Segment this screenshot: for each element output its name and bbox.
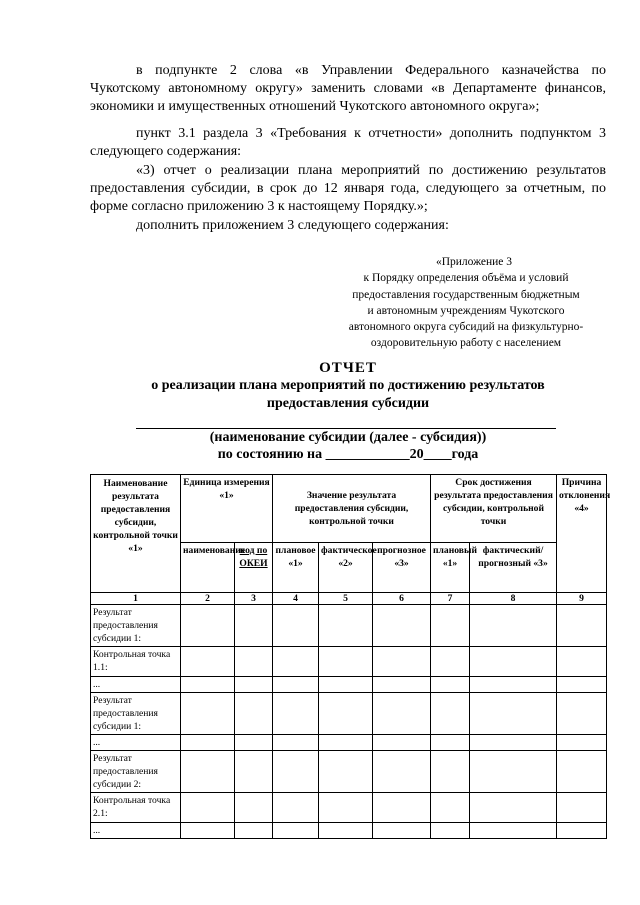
header-reason: Причина отклонения «4»: [557, 475, 607, 593]
report-subtitle-2: предоставления субсидии: [266, 396, 430, 411]
col-num: 9: [557, 593, 607, 605]
annex-line-2: к Порядку определения объёма и условий: [363, 272, 569, 285]
col-num: 8: [470, 593, 557, 605]
subsidy-name-line: [136, 428, 556, 429]
row-label: Результат предоставления субсидии 1:: [91, 605, 181, 647]
col-num: 3: [235, 593, 273, 605]
header-unit-name: наименование: [181, 543, 235, 593]
col-num: 1: [91, 593, 181, 605]
header-value: Значение результата предоставления субсидии, контрольной точки: [273, 475, 431, 543]
row-label: ...: [91, 823, 181, 839]
date-prefix: по состоянию на: [217, 447, 323, 462]
col-num: 5: [319, 593, 373, 605]
paragraph-3: «3) отчет о реализации плана мероприятий по достижению результатов предоставления субсидии, в срок до 12 января года, следующего за отчетным, по форме согласно приложению 3 к настоящему Порядку.»;: [90, 163, 606, 215]
report-table: [90, 474, 611, 839]
header-value-forecast: прогнозное «3»: [373, 543, 431, 593]
header-term: Срок достижения результата предоставления субсидии, контрольной точки: [431, 475, 557, 543]
annex-line-3: предоставления государственным бюджетным: [352, 288, 580, 301]
header-value-plan: плановое «1»: [273, 543, 319, 593]
header-term-plan: плановый «1»: [431, 543, 470, 593]
date-blank-1: ____________: [325, 447, 410, 462]
header-unit: Единица измерения «1»: [181, 475, 273, 543]
header-value-fact: фактическое «2»: [319, 543, 373, 593]
col-num: 6: [373, 593, 431, 605]
annex-line-6: оздоровительную работу с населением: [370, 337, 562, 350]
date-century: 20: [409, 447, 424, 462]
table-row: [91, 823, 607, 839]
row-label: ...: [91, 677, 181, 693]
header-unit-code: код по ОКЕИ: [235, 543, 273, 593]
row-label: Контрольная точка 2.1:: [91, 793, 181, 823]
date-suffix: года: [451, 447, 479, 462]
report-title: ОТЧЕТ: [319, 360, 377, 376]
report-date-line: [90, 447, 606, 463]
col-num: 4: [273, 593, 319, 605]
header-term-fact: фактический/ прогнозный «3»: [470, 543, 557, 593]
table-row: [91, 647, 607, 677]
row-label: ...: [91, 735, 181, 751]
annex-line-4: и автономным учреждениям Чукотского: [367, 304, 565, 317]
row-label: Контрольная точка 1.1:: [91, 647, 181, 677]
paragraph-1: в подпункте 2 слова «в Управлении Федерального казначейства по Чукотскому автономному округу» заменить словами «в Департаменте финансов, экономики и имущественных отношений Чукотского автономного округа»;: [90, 63, 606, 115]
annex-line-5: автономного округа субсидий на физкультурно-: [348, 321, 584, 334]
table-row: [91, 605, 607, 647]
table-row: [91, 793, 607, 823]
table-row: [91, 751, 607, 793]
annex-header: [330, 254, 602, 352]
row-label: Результат предоставления субсидии 1:: [91, 693, 181, 735]
subsidy-name-caption: (наименование субсидии (далее - субсидия)): [209, 430, 487, 445]
paragraph-2: пункт 3.1 раздела 3 «Требования к отчетности» дополнить подпунктом 3 следующего содержания:: [90, 126, 606, 160]
annex-line-1: «Приложение 3: [435, 256, 513, 268]
row-label: Результат предоставления субсидии 2:: [91, 751, 181, 793]
header-result-name: Наименование результата предоставления субсидии, контрольной точки «1»: [91, 475, 181, 593]
report-subtitle-1: о реализации плана мероприятий по достижению результатов: [151, 378, 545, 393]
table-row: [91, 735, 607, 751]
col-num: 7: [431, 593, 470, 605]
date-blank-2: ____: [423, 447, 452, 462]
col-num: 2: [181, 593, 235, 605]
table-row: [91, 693, 607, 735]
column-number-row: [91, 593, 607, 605]
table-row: [91, 677, 607, 693]
paragraph-4: дополнить приложением 3 следующего содержания:: [136, 218, 449, 233]
